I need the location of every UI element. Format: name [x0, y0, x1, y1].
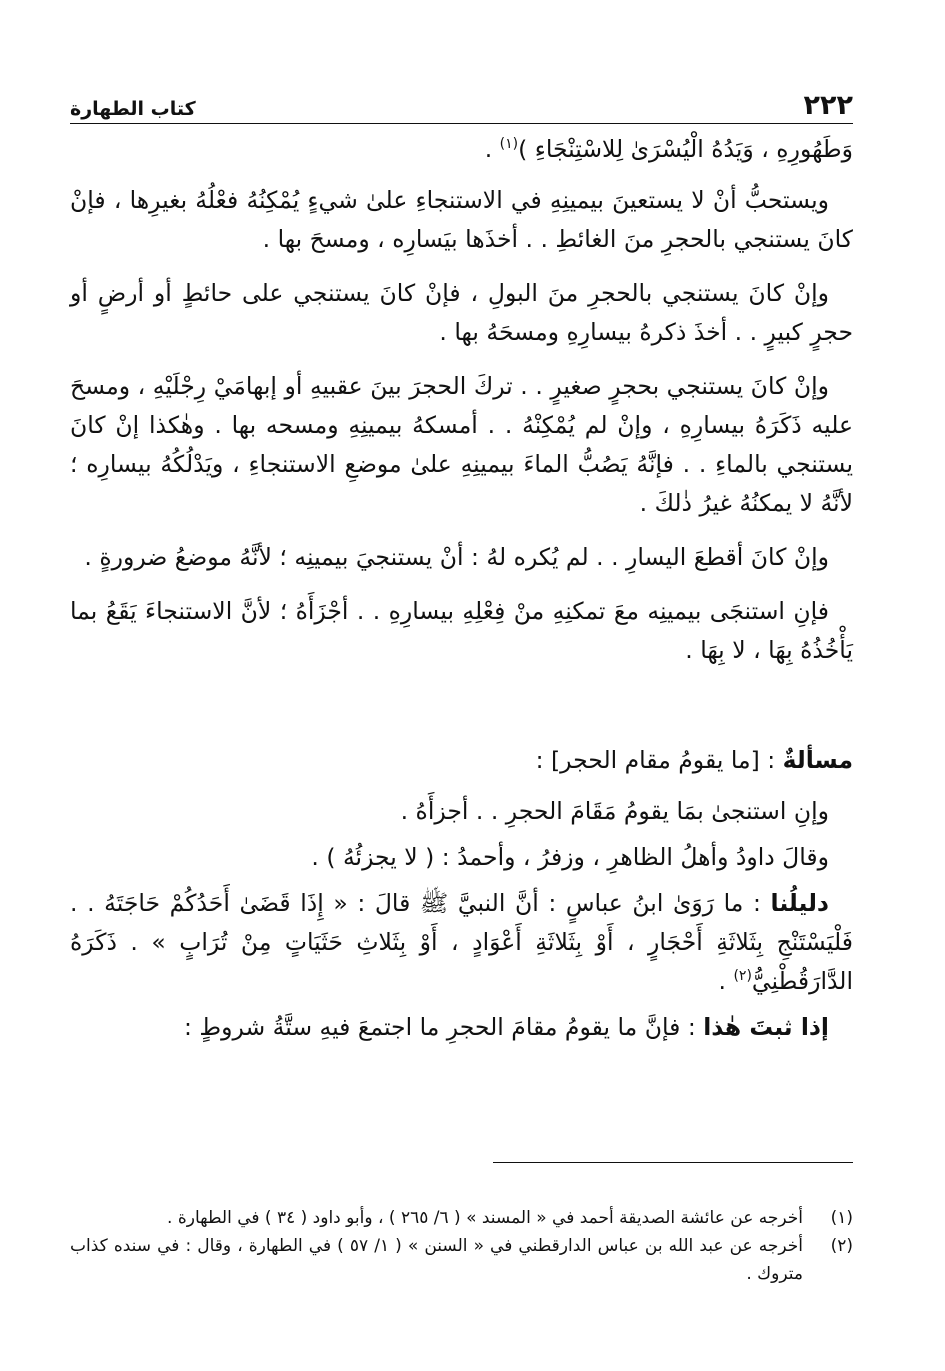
- paragraph-urine: وإنْ كانَ يستنجي بالحجرِ منَ البولِ ، فإنْ كانَ يستنجي على حائطٍ أو أرضٍ أو حجرٍ كبيرٍ . . أخذَ ذكرهُ بيسارِهِ ومسحَهُ بها .: [70, 279, 853, 346]
- conditions-text: : فإنَّ ما يقومُ مقامَ الحجرِ ما اجتمعَ فيهِ ستَّةُ شروطٍ :: [184, 1013, 704, 1041]
- paragraph-conditions: [70, 1008, 853, 1047]
- footnotes: [70, 1204, 853, 1288]
- evidence-end: .: [718, 967, 734, 995]
- running-title: كتاب الطهارة: [70, 98, 196, 120]
- paragraph-end: .: [484, 135, 500, 163]
- paragraph-no-left-hand: وإنْ كانَ أقطعَ اليسارِ . . لم يُكره لهُ : أنْ يستنجيَ بيمينِه ؛ لأنَّهُ موضعُ ضرورةٍ .: [84, 543, 829, 571]
- established-label: إذا ثبتَ هٰذا: [703, 1013, 829, 1041]
- footnote-text: أخرجه عن عائشة الصديقة أحمد في « المسند » ( ٦/ ٢٦٥ ) ، وأبو داود ( ٣٤ ) في الطهارة .: [167, 1208, 803, 1228]
- section-heading: [70, 741, 853, 780]
- footnote-ref-1[interactable]: (١): [499, 136, 519, 153]
- section-gap: [70, 685, 853, 741]
- paragraph-small-stone: وإنْ كانَ يستنجي بحجرٍ صغيرٍ . . تركَ الحجرَ بينَ عقبيهِ أو إبهامَيْ رِجْلَيْهِ ، ومسحَ عليه ذَكَرَهُ بيسارِهِ ، وإنْ لم يُمْكِنْهُ . . أمسكهُ بيمينِهِ ومسحه بها . وهٰكذا إنْ كانَ يستنجي بالماءِ . . فإنَّهُ يَصُبُّ الماءَ بيمينِهِ علىٰ موضعِ الاستنجاءِ ، ويَدْلُكُهُ بيسارِه ؛ لأنَّهُ لا يمكنُهُ غيرُ ذٰلكَ .: [70, 372, 853, 517]
- heading-label: مسألةٌ: [782, 746, 853, 774]
- paragraph-text: وَطَهُورِهِ ، وَيَدُهُ الْيُسْرَىٰ لِلاسْتِنْجَاءِ ): [518, 135, 853, 163]
- paragraph-evidence: [70, 884, 853, 1001]
- footnote-1: [70, 1204, 853, 1232]
- paragraph-continuation: [70, 130, 853, 169]
- main-text: [70, 130, 853, 1062]
- footnote-divider: [493, 1162, 853, 1163]
- evidence-text: : ما رَوَىٰ ابنُ عباسٍ : أنَّ النبيَّ ﷺ قالَ : « إِذَا قَضَىٰ أَحَدُكُمْ حَاجَتَهُ . . فَلْيَسْتَنْجِ بِثَلاثَةِ أَحْجَارٍ ، أَوْ بِثَلاثَةِ أَعْوَادٍ ، أَوْ بِثَلاثِ حَثَيَاتٍ مِنْ تُرَابٍ » . ذَكَرَهُ الدَّارَقُطْنِيُّ: [70, 889, 853, 995]
- page-header: [70, 84, 853, 124]
- heading-text: : [ما يقومُ مقام الحجر] :: [535, 746, 783, 774]
- footnote-number: (١): [830, 1208, 853, 1228]
- paragraph-opposing-view: وقالَ داودُ وأهلُ الظاهرِ ، وزفرُ ، وأحمدُ : ( لا يجزئُهُ ) .: [311, 843, 829, 871]
- footnote-ref-2[interactable]: (٢): [733, 968, 752, 985]
- footnote-number: (٢): [830, 1236, 853, 1256]
- paragraph-using-right-hand: فإنِ استنجَى بيمينِه معَ تمكنِهِ منْ فِعْلِهِ بيسارِهِ . . أجْزَأَهُ ؛ لأنَّ الاستنجاءَ يَقَعُ بما يَأْخُذُهُ بِهَا ، لا بِهَا .: [70, 597, 853, 664]
- footnote-2: [70, 1232, 853, 1288]
- page-number: ٢٢٢: [803, 90, 853, 121]
- footnote-text: أخرجه عن عبد الله بن عباس الدارقطني في « السنن » ( ١/ ٥٧ ) في الطهارة ، وقال : في سنده كذاب متروك .: [70, 1236, 804, 1284]
- paragraph-substitute: وإنِ استنجىٰ بمَا يقومُ مَقَامَ الحجرِ . . أجزأَهُ .: [400, 797, 829, 825]
- evidence-label: دليلُنا: [770, 889, 829, 917]
- paragraph-right-hand: ويستحبُّ أنْ لا يستعينَ بيمينِهِ في الاستنجاءِ علىٰ شيءٍ يُمْكِنُهُ فعْلُهُ بغيرِها ، فإنْ كانَ يستنجي بالحجرِ منَ الغائطِ . . أخذَها بيَسارِه ، ومسحَ بها .: [70, 186, 853, 253]
